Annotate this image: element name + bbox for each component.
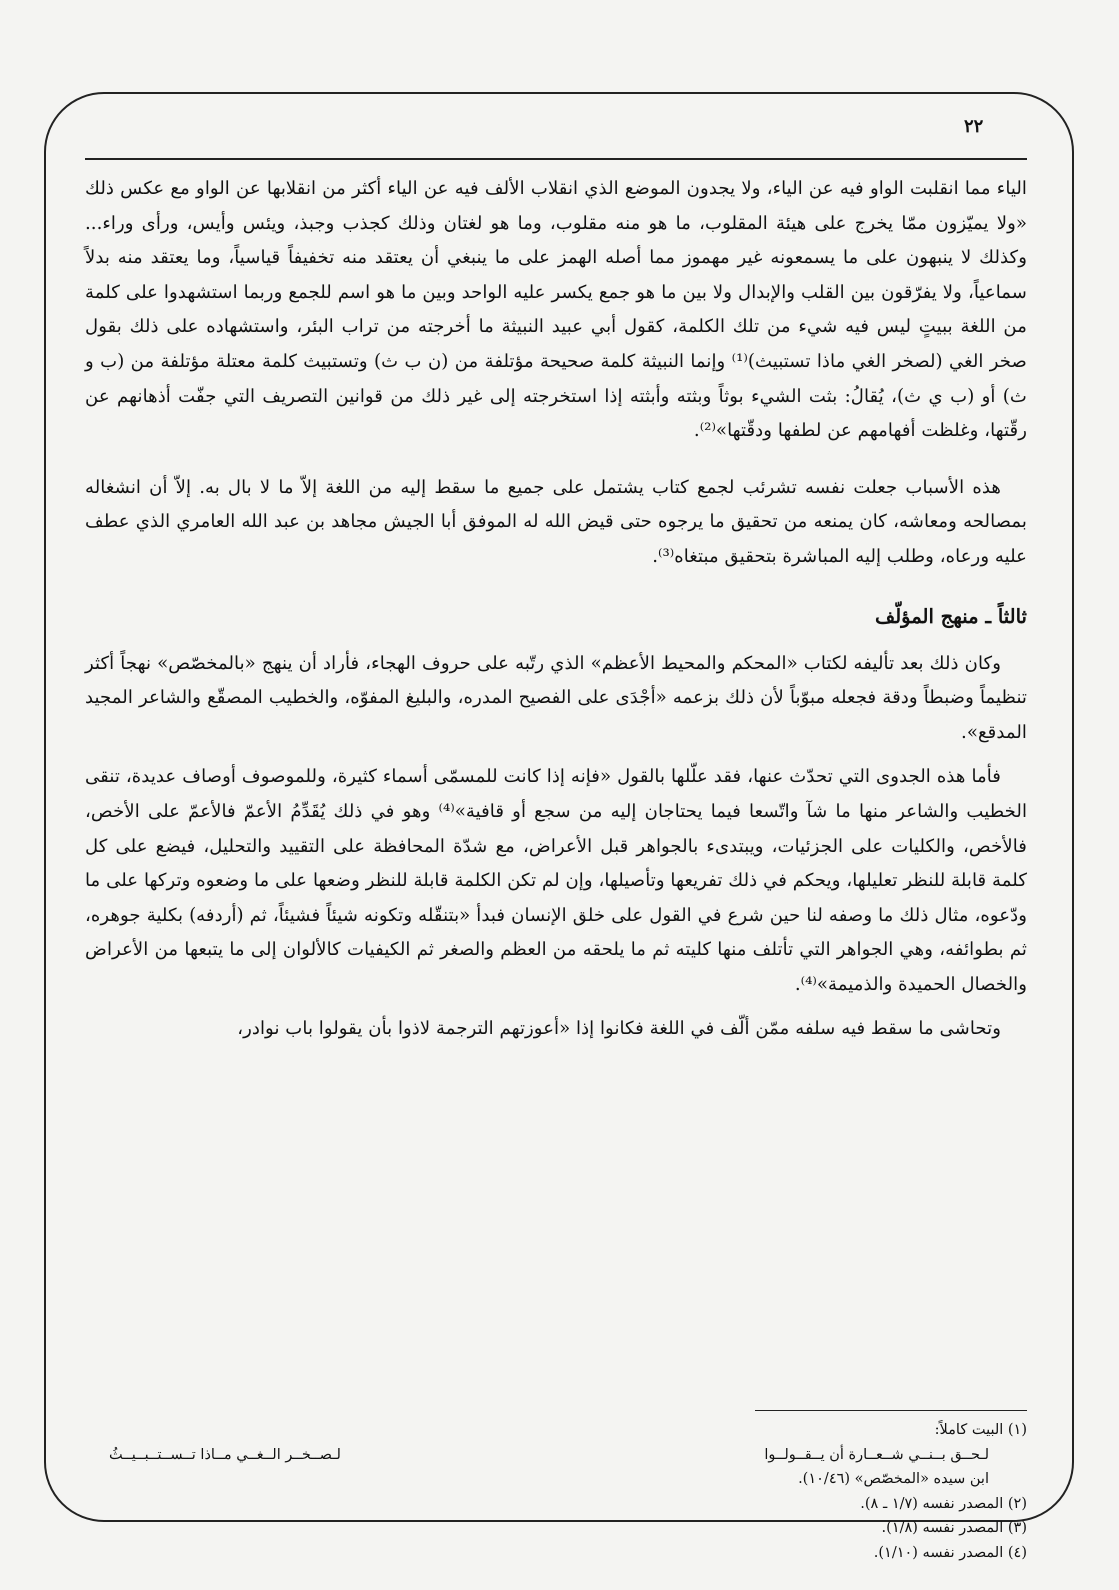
footnote-1-intro: (١) البيت كاملاً: [934,1422,1027,1438]
paragraph-3: وكان ذلك بعد تأليفه لكتاب «المحكم والمحيط الأعظم» الذي رتّبه على حروف الهجاء، فأراد أن ينهج «بالمخصّص» نهجاً أكثر تنظيماً وضبطاً ودقة فجعله مبوّباً لأن ذلك بزعمه «أجْدَى على الفصيح المدره، والبليغ المفوّه، والخطيب المصقّع والشاعر المجيد المدقع». [85,652,1027,743]
header-divider [85,158,1027,160]
footnote-1-verse [85,1443,1027,1468]
verse-second-hemistich: لـصــخــر الــغــي مــاذا تــســتــبــيــثُ [109,1446,341,1463]
main-text [85,172,1027,1047]
footnote-3: (٣) المصدر نفسه (١/٨). [881,1520,1027,1537]
paragraph-1: الياء مما انقلبت الواو فيه عن الياء، ولا يجدون الموضع الذي انقلاب الألف فيه عن الياء أكثر من انقلابها عن الواو مع عكس ذلك «ولا يميّزون ممّا يخرج على هيئة المقلوب، ما هو منه مقلوب، وما هو لغتان وذلك كجذب وجبذ، ويئس وأيس، ورأى وراء... وكذلك لا ينبهون على ما يسمعونه غير مهموز مما أصله الهمز على ما ينبغي أن يعتقد منه تخفيفاً قياسياً، وما يعتقد منه بدلاً سماعياً، ولا يفرّقون بين القلب والإبدال ولا بين ما هو جمع يكسر عليه الواحد وبين ما هو اسم للجمع وربما استشهدوا على كلمة من اللغة ببيتٍ ليس فيه شيء من تلك الكلمة، كقول أبي عبيد النبيثة ما أخرجته من تراب البئر، واستشهاده على ذلك بقول صخر الغي (لصخر الغي ماذا تستبيث)⁽¹⁾ وإنما النبيثة كلمة صحيحة مؤتلفة من (ن ب ث) وتستبيث كلمة معتلة مؤتلفة من (ب و ث) أو (ب ي ث)، يُقالُ: بثت الشيء بوثاً وبثته وأبثته إذا استخرجته إلى غير ذلك من قوانين التصريف التي جفّت أذهانهم عن رقّتها، وغلظت أفهامهم عن لطفها ودقّتها»⁽²⁾. [85,178,1027,442]
footnote-2: (٢) المصدر نفسه (١/٧ ـ ٨). [860,1495,1027,1512]
footnote-divider [755,1410,1027,1411]
section-heading: ثالثاً ـ منهج المؤلّف [875,604,1027,628]
paragraph-4: فأما هذه الجدوى التي تحدّث عنها، فقد علّلها بالقول «فإنه إذا كانت للمسمّى أسماء كثيرة، وللموصوف أوصاف عديدة، تنقى الخطيب والشاعر منها ما شآ واتّسعا فيما يحتاجان إليه من سجع أو قافية»⁽⁴⁾ وهو في ذلك يُقَدِّمُ الأعمّ فالأعمّ على الأخص، فالأخص، والكليات على الجزئيات، ويبتدىء بالجواهر قبل الأعراض، مع شدّة المحافظة على التقييد والتحليل، فيضع على كل كلمة قابلة للنظر تعليلها، ويحكم في ذلك تفريعها وتأصيلها، وإن لم تكن الكلمة قابلة للنظر وضعها على ما وضعوه وتركها على ما ودّعوه، مثال ذلك ما وصفه لنا حين شرع في القول على خلق الإنسان فبدأ «بتنقّله وتكونه شيئاً فشيئاً، ثم (أردفه) بكلية جوهره، ثم بطوائفه، وهي الجواهر التي تأتلف منها كليته ثم ما يلحقه من العظم والصغر ثم الكيفيات كالألوان إلى ما يتبعها من الأعراض والخصال الحميدة والذميمة»⁽⁴⁾. [85,766,1027,995]
paragraph-5: وتحاشى ما سقط فيه سلفه ممّن ألّف في اللغة فكانوا إذا «أعوزتهم الترجمة لاذوا بأن يقولوا باب نوادر، [237,1018,1001,1040]
page-number: ٢٢ [964,116,984,137]
paragraph-2: هذه الأسباب جعلت نفسه تشرئب لجمع كتاب يشتمل على جميع ما سقط إليه من اللغة إلاّ ما لا بال به. إلاّ أن انشغاله بمصالحه ومعاشه، كان يمنعه من تحقيق ما يرجوه حتى قيض الله له الموفق أبا الجيش مجاهد بن عبد الله العامري الذي عطف عليه ورعاه، وطلب إليه المباشرة بتحقيق مبتغاه⁽³⁾. [85,476,1027,567]
footnotes [85,1418,1027,1566]
footnote-4: (٤) المصدر نفسه (١/١٠). [873,1544,1027,1561]
verse-first-hemistich: لـحــق بــنــي شــعــارة أن يــقــولــوا [764,1446,989,1463]
footnote-1-source: ابن سيده «المخصّص» (١٠/٤٦). [798,1471,989,1488]
